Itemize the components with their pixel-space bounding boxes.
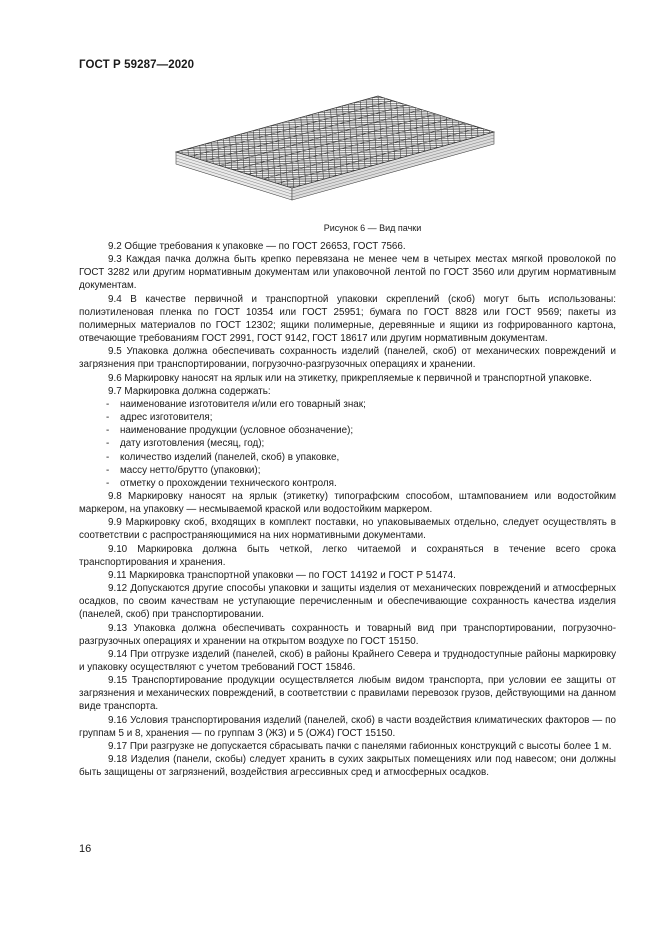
paragraph-9-9: 9.9 Маркировку скоб, входящих в комплект поставки, но упаковываемых отдельно, следует осуществлять в соответствии с распространяющимися на них нормативными документами. xyxy=(79,517,616,542)
paragraph-9-17: 9.17 При разгрузке не допускается сбрасывать пачки с панелями габионных конструкций с высоты более 1 м. xyxy=(108,740,612,752)
list-item: - наименование продукции (условное обозначение); xyxy=(106,425,354,437)
page-number: 16 xyxy=(79,843,92,855)
paragraph-9-4: 9.4 В качестве первичной и транспортной упаковки скреплений (скоб) могут быть использованы: полиэтиленовая пленка по ГОСТ 10354 или ГОСТ 25951; бумага по ГОСТ 8828 или ГОСТ 9569; пакеты из полимерных материалов по ГОСТ 12302; ящики полимерные, деревянные и ящики из гофрированного картона, отвечающие требованиям ГОСТ 2991, ГОСТ 9142, ГОСТ 18617 или другим нормативным документам. xyxy=(79,293,616,345)
list-item: - количество изделий (панелей, скоб) в упаковке, xyxy=(106,451,340,463)
paragraph-9-12: 9.12 Допускаются другие способы упаковки и защиты изделия от механических повреждений и атмосферных осадков, по своим качествам не уступающие перечисленным и обеспечивающие сохранность качества изделия (панелей, скоб) при транспортировании. xyxy=(79,583,616,621)
list-item: - дату изготовления (месяц, год); xyxy=(106,438,265,450)
paragraph-9-2: 9.2 Общие требования к упаковке — по ГОСТ 26653, ГОСТ 7566. xyxy=(108,241,406,252)
paragraph-9-10: 9.10 Маркировка должна быть четкой, легко читаемой и сохраняться в течение всего срока транспортирования и хранения. xyxy=(79,543,616,568)
bundle-figure xyxy=(170,92,500,218)
mesh-bundle-illustration xyxy=(170,92,500,218)
paragraph-9-7: 9.7 Маркировка должна содержать: xyxy=(108,385,271,397)
document-body xyxy=(79,240,616,779)
paragraph-9-5: 9.5 Упаковка должна обеспечивать сохранность изделий (панелей, скоб) от механических повреждений и загрязнения при транспортировании, погрузочно-разгрузочных операциях и хранении. xyxy=(79,346,616,371)
figure-caption: Рисунок 6 — Вид пачки xyxy=(323,223,422,233)
paragraph-9-3: 9.3 Каждая пачка должна быть крепко перевязана не менее чем в четырех местах мягкой проволокой по ГОСТ 3282 или другим нормативным документам или упаковочной лентой по ГОСТ 3560 или другим нормативным документам. xyxy=(79,254,616,292)
paragraph-9-13: 9.13 Упаковка должна обеспечивать сохранность и товарный вид при транспортировании, погрузочно-разгрузочных операциях и хранении на открытом воздухе по ГОСТ 15150. xyxy=(79,622,616,647)
document-code-header: ГОСТ Р 59287—2020 xyxy=(79,59,195,71)
list-item: - адрес изготовителя; xyxy=(106,412,213,424)
list-item: - отметку о прохождении технического контроля. xyxy=(106,477,337,489)
list-item: - массу нетто/брутто (упаковки); xyxy=(106,464,261,476)
paragraph-9-8: 9.8 Маркировку наносят на ярлык (этикетку) типографским способом, штампованием или водостойким маркером, на упаковку — несмываемой краской или водостойким маркером. xyxy=(79,490,616,516)
paragraph-9-14: 9.14 При отгрузке изделий (панелей, скоб) в районы Крайнего Севера и труднодоступные районы маркировку и упаковку осуществляют с учетом требований ГОСТ 15846. xyxy=(79,648,616,673)
paragraph-9-15: 9.15 Транспортирование продукции осуществляется любым видом транспорта, при условии ее защиты от загрязнения и механических повреждений, в соответствии с правилами перевозок грузов, действующими на данном виде транспорта. xyxy=(79,675,616,713)
paragraph-9-11: 9.11 Маркировка транспортной упаковки — по ГОСТ 14192 и ГОСТ Р 51474. xyxy=(108,569,456,581)
list-item: - наименование изготовителя и/или его товарный знак; xyxy=(106,398,366,410)
paragraph-9-18: 9.18 Изделия (панели, скобы) следует хранить в сухих закрытых помещениях или под навесом; они должны быть защищены от загрязнений, воздействия агрессивных сред и атмосферных осадков. xyxy=(79,754,616,779)
paragraph-9-16: 9.16 Условия транспортирования изделий (панелей, скоб) в части воздействия климатических факторов — по группам 5 и 8, хранения — по группам 3 (Ж3) и 5 (ОЖ4) ГОСТ 15150. xyxy=(79,714,616,739)
paragraph-9-6: 9.6 Маркировку наносят на ярлык или на этикетку, прикрепляемые к первичной и транспортной упаковке. xyxy=(108,372,592,384)
